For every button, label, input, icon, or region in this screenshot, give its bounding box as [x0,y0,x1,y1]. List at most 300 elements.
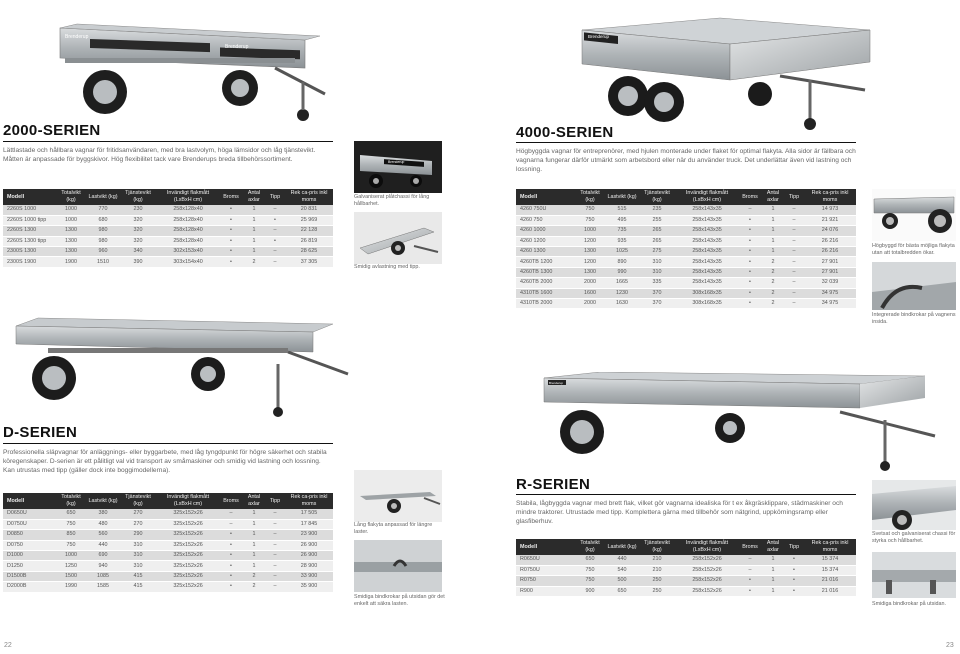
table-cell: 15 374 [821,556,839,563]
table-cell: 1300 [65,237,77,244]
table-cell: 302x153x40 [173,248,203,255]
table-cell: 325x152x26 [173,552,203,559]
table-cell: 850 [66,531,76,538]
table-cell: – [748,206,752,213]
table-cell: • [793,567,795,574]
table-cell: 650 [617,587,627,594]
table-cell: 258x143x35 [692,237,722,244]
table-cell: – [273,531,277,538]
table-cell: 1 [252,541,256,548]
table-cell: 28 625 [300,248,318,255]
table-row [3,519,333,529]
table-cell: 1 [252,521,256,528]
column-header: Invändigt flakmått (LxBxH cm) [166,190,210,203]
table-row [516,586,856,596]
table-cell: 308x168x35 [692,289,722,296]
brand-logo-chassis: Brenderup [388,160,405,164]
table-cell: 310 [133,562,143,569]
table-cell: 26 819 [300,237,318,244]
brand-logo-2000: Brenderup [65,34,89,40]
series-d-table [3,493,333,593]
table-cell: 900 [585,587,595,594]
table-cell: 320 [133,217,143,224]
table-row [3,509,333,519]
table-cell: 380 [98,510,108,517]
table-cell: – [792,289,796,296]
table-cell: D1250 [7,562,23,569]
series-d-intro: Professionella släpvagnar för anläggnings- eller byggarbete, med låg tyngdpunkt för högre säkerhet och stabila köregenskaper. D-serien är ett pålitligt val vid transport av småmaskiner och smidig vid lastning och lossning. Kan utrustas med tipp (gäller dock inte boggimodellerna). [3,449,327,474]
table-header-row [516,539,856,555]
table-cell: 2 [252,583,256,590]
table-cell: 2000 [584,279,596,286]
table-cell: • [230,227,232,234]
table-cell: D0650U [7,510,27,517]
table-cell: • [749,227,751,234]
table-cell: • [749,289,751,296]
column-header: Totalvikt (kg) [580,540,600,553]
table-cell: 26 900 [300,552,318,559]
table-row [516,299,856,309]
table-cell: 325x152x26 [173,521,203,528]
trailer-2000-photo [5,10,335,122]
table-cell: 500 [617,577,627,584]
column-header: Modell [520,193,538,200]
table-cell: 735 [617,227,627,234]
table-cell: – [273,521,277,528]
table-cell: 340 [133,248,143,255]
page-number-right: 23 [946,642,954,649]
column-header: Rek ca-pris inkl moms [290,190,328,203]
series-2000-title: 2000-SERIEN [3,122,101,139]
table-row [3,530,333,540]
brand-logo-2000b: Brenderup [225,44,249,50]
inside-hook-photo [872,262,956,310]
outside-hook-photo [872,552,956,598]
table-cell: 26 216 [821,248,839,255]
table-cell: • [230,237,232,244]
table-cell: • [793,577,795,584]
table-row [3,582,333,592]
table-cell: – [273,541,277,548]
page-number-left: 22 [4,642,12,649]
table-row [3,257,333,267]
table-cell: 325x152x26 [173,510,203,517]
table-header-row [3,493,333,509]
table-cell: 440 [98,541,108,548]
chassis-photo [354,141,442,193]
tipping-photo [354,212,442,264]
table-cell: 1900 [65,258,77,265]
column-header: Broms [742,543,758,550]
series-4000-intro: Högbyggda vagnar för entreprenörer, med hjulen monterade under flaket för optimal flakyta. Alla sidor är fällbara och vagnarna fungerar därför utmärkt som arbetsbord eller när du använder truck. Det underlättar även vid lastning och lossning. [516,148,856,173]
table-cell: 2300S 1900 [7,258,37,265]
table-cell: 23 900 [300,531,318,538]
table-cell: 258x143x35 [692,258,722,265]
table-cell: 1665 [616,279,628,286]
series-r-divider [516,494,856,495]
table-cell: 258x128x40 [173,206,203,213]
table-row [516,288,856,298]
table-cell: 480 [98,521,108,528]
table-cell: 258x152x26 [692,556,722,563]
table-cell: 540 [617,567,627,574]
table-row [3,236,333,246]
table-cell: 250 [652,577,662,584]
trailer-d-photo [8,312,353,418]
trailer-r-photo [540,372,940,472]
table-cell: 1510 [97,258,109,265]
table-cell: 26 216 [821,237,839,244]
table-cell: – [273,258,277,265]
table-cell: 310 [133,541,143,548]
table-cell: 308x168x35 [692,300,722,307]
table-cell: 960 [98,248,108,255]
table-cell: 17 845 [300,521,318,528]
table-cell: 690 [98,552,108,559]
table-cell: 310 [652,258,662,265]
table-cell: 750 [585,577,595,584]
table-cell: 258x143x35 [692,227,722,234]
table-cell: D1000 [7,552,23,559]
table-cell: 1600 [584,289,596,296]
table-cell: 21 016 [821,587,839,594]
table-cell: 4310TB 1600 [520,289,553,296]
table-cell: – [792,217,796,224]
table-cell: 495 [617,217,627,224]
column-header: Invändigt flakmått (LxBxH cm) [685,190,729,203]
table-cell: 990 [617,269,627,276]
table-cell: – [792,206,796,213]
table-cell: 1 [771,577,775,584]
table-cell: 25 969 [300,217,318,224]
column-header: Rek ca-pris inkl moms [811,540,849,553]
series-d-divider [3,443,333,444]
table-cell: 750 [66,521,76,528]
table-row [516,257,856,267]
table-row [3,205,333,215]
column-header: Invändigt flakmått (LxBxH cm) [166,494,210,507]
table-cell: 980 [98,227,108,234]
column-header: Tjänstevikt (kg) [125,190,151,203]
table-cell: • [274,217,276,224]
table-cell: 4260 1300 [520,248,546,255]
table-cell: • [749,587,751,594]
table-cell: • [749,269,751,276]
table-cell: 17 505 [300,510,318,517]
series-r-title: R-SERIEN [516,476,591,493]
table-cell: 258x152x26 [692,587,722,594]
table-cell: D0750U [7,521,27,528]
column-header: Antal axlar [766,190,780,203]
table-cell: 1 [771,217,775,224]
column-header: Rek ca-pris inkl moms [811,190,849,203]
table-cell: 2260S 1300 [7,227,37,234]
table-cell: 1 [252,552,256,559]
table-cell: 2 [771,300,775,307]
table-cell: 415 [133,583,143,590]
column-header: Lastvikt (kg) [607,543,637,550]
table-cell: – [273,510,277,517]
table-cell: 1 [252,237,256,244]
table-row [516,555,856,565]
table-cell: 1200 [584,258,596,265]
series-r-table [516,539,856,597]
table-cell: 2 [252,573,256,580]
table-cell: – [792,269,796,276]
table-row [3,571,333,581]
table-cell: 650 [66,510,76,517]
table-cell: 258x143x35 [692,248,722,255]
table-cell: 320 [133,237,143,244]
table-cell: 270 [133,510,143,517]
table-cell: • [230,552,232,559]
table-cell: 258x128x40 [173,227,203,234]
table-cell: 270 [133,521,143,528]
table-cell: 935 [617,237,627,244]
table-cell: 265 [652,227,662,234]
table-cell: 325x152x26 [173,573,203,580]
table-cell: 1630 [616,300,628,307]
column-header: Tipp [269,193,281,200]
table-cell: 2300S 1300 [7,248,37,255]
table-row [516,236,856,246]
table-cell: 4260TB 1200 [520,258,553,265]
table-cell: – [273,248,277,255]
table-cell: – [273,206,277,213]
table-cell: • [230,217,232,224]
table-cell: 650 [585,556,595,563]
table-cell: 258x128x40 [173,237,203,244]
table-cell: 1 [252,227,256,234]
table-cell: • [793,556,795,563]
table-row [516,215,856,225]
table-cell: 440 [617,556,627,563]
table-cell: 27 901 [821,269,839,276]
table-cell: 325x152x26 [173,562,203,569]
table-cell: 27 901 [821,258,839,265]
column-header: Antal axlar [247,190,261,203]
table-cell: 4310TB 2000 [520,300,553,307]
table-cell: 258x143x35 [692,206,722,213]
table-cell: 275 [652,248,662,255]
table-cell: 325x152x26 [173,541,203,548]
series-d-caption-1: Lång flakyta anpassad för längre laster. [354,522,433,535]
table-row [516,247,856,257]
table-cell: 2 [771,258,775,265]
table-cell: D0750 [7,541,23,548]
table-cell: • [793,587,795,594]
table-cell: 325x152x26 [173,583,203,590]
table-cell: 310 [652,269,662,276]
table-cell: 33 900 [300,573,318,580]
table-cell: 1000 [65,217,77,224]
table-cell: 290 [133,531,143,538]
table-cell: 2260S 1000 tipp [7,217,47,224]
table-cell: – [273,552,277,559]
long-bed-photo [354,470,442,522]
table-cell: D2000B [7,583,27,590]
column-header: Tipp [269,497,281,504]
table-cell: – [792,258,796,265]
series-2000-intro: Lättlastade och hållbara vagnar för fritidsanvändaren, med bra lastvolym, höga lämsidor och låg tjänstevikt. Måtten är anpassade för byggskivor. Hög flexibilitet tack vare Brenderups breda tillbehörssortiment. [3,147,316,163]
table-header-row [3,189,333,205]
table-cell: 258x152x26 [692,567,722,574]
table-cell: 750 [585,206,595,213]
column-header: Totalvikt (kg) [61,494,81,507]
table-cell: 1250 [65,562,77,569]
table-cell: 37 305 [300,258,318,265]
table-cell: – [273,562,277,569]
table-cell: • [230,541,232,548]
table-cell: 980 [98,237,108,244]
table-cell: 235 [652,206,662,213]
table-cell: 258x143x35 [692,269,722,276]
table-cell: 1000 [65,552,77,559]
column-header: Tjänstevikt (kg) [644,190,670,203]
table-cell: 1 [771,227,775,234]
table-cell: – [229,521,233,528]
table-row [516,267,856,277]
table-cell: 370 [652,289,662,296]
table-cell: 230 [133,206,143,213]
table-cell: • [230,258,232,265]
table-cell: • [749,237,751,244]
table-cell: 1200 [584,237,596,244]
table-row [3,540,333,550]
table-cell: • [230,562,232,569]
column-header: Totalvikt (kg) [61,190,81,203]
table-cell: – [792,237,796,244]
table-cell: – [229,510,233,517]
series-d-caption-2: Smidiga bindkrokar på utsidan gör det enkelt att säkra lasten. [354,594,445,607]
table-cell: 34 975 [821,300,839,307]
table-cell: – [792,279,796,286]
table-cell: 1 [771,567,775,574]
table-row [516,226,856,236]
column-header: Lastvikt (kg) [88,497,118,504]
table-cell: 1 [771,587,775,594]
table-cell: 4260 750U [520,206,547,213]
table-cell: 2260S 1000 [7,206,37,213]
table-cell: 1 [771,556,775,563]
welded-chassis-photo [872,480,956,530]
table-cell: 32 039 [821,279,839,286]
column-header: Modell [520,543,538,550]
table-cell: 4260 1000 [520,227,546,234]
table-cell: 940 [98,562,108,569]
column-header: Lastvikt (kg) [88,193,118,200]
series-2000-caption-1: Galvaniserat plåtchassi för lång hållbarhet. [354,194,430,207]
table-cell: 1 [771,206,775,213]
table-cell: • [749,248,751,255]
table-cell: 680 [98,217,108,224]
high-build-photo [872,189,956,241]
table-cell: 1990 [65,583,77,590]
table-cell: 1300 [584,248,596,255]
table-cell: 370 [652,300,662,307]
column-header: Modell [7,497,25,504]
table-cell: 26 900 [300,541,318,548]
table-cell: 1 [252,531,256,538]
table-cell: 1000 [584,227,596,234]
table-cell: 2260S 1300 tipp [7,237,47,244]
table-row [516,565,856,575]
table-cell: 21 921 [821,217,839,224]
table-cell: 303x154x40 [173,258,203,265]
column-header: Tjänstevikt (kg) [644,540,670,553]
series-d-title: D-SERIEN [3,424,78,441]
column-header: Tjänstevikt (kg) [125,494,151,507]
table-cell: 4260 1200 [520,237,546,244]
table-cell: R0750U [520,567,540,574]
table-cell: 2 [771,269,775,276]
column-header: Invändigt flakmått (LxBxH cm) [685,540,729,553]
table-cell: – [792,248,796,255]
column-header: Totalvikt (kg) [580,190,600,203]
table-cell: 2 [771,279,775,286]
series-4000-caption-2: Integrerade bindkrokar på vagnens insida. [872,312,956,325]
series-r-caption-2: Smidiga bindkrokar på utsidan. [872,601,947,607]
brand-logo-r: Brenderup [549,381,564,385]
table-cell: D1500B [7,573,27,580]
table-cell: R0750 [520,577,536,584]
table-cell: 28 900 [300,562,318,569]
series-r-caption-1: Svetsat och galvaniserat chassi för styrka och hållbarhet. [872,531,956,544]
table-cell: 258x143x35 [692,279,722,286]
table-cell: 250 [652,587,662,594]
table-cell: 1300 [65,248,77,255]
column-header: Tipp [788,193,800,200]
tie-hook-photo [354,540,442,592]
table-cell: • [749,577,751,584]
table-cell: D0850 [7,531,23,538]
table-cell: • [230,206,232,213]
table-cell: – [792,300,796,307]
column-header: Rek ca-pris inkl moms [290,494,328,507]
table-cell: • [749,279,751,286]
table-cell: 255 [652,217,662,224]
table-cell: 210 [652,556,662,563]
table-row [516,576,856,586]
column-header: Broms [742,193,758,200]
table-cell: R0650U [520,556,540,563]
series-4000-caption-1: Högbyggd för bästa möjliga flakyta utan att totalbredden ökar. [872,243,955,256]
table-cell: • [749,258,751,265]
table-cell: 1 [252,217,256,224]
table-cell: 4260TB 1300 [520,269,553,276]
table-cell: – [273,583,277,590]
table-cell: 2 [771,289,775,296]
series-4000-title: 4000-SERIEN [516,124,614,141]
table-cell: 320 [133,227,143,234]
table-cell: 1 [771,248,775,255]
table-cell: 14 973 [821,206,839,213]
table-cell: • [230,531,232,538]
table-cell: • [230,583,232,590]
column-header: Tipp [788,543,800,550]
series-2000-caption-2: Smidig avlastning med tipp. [354,264,420,270]
table-cell: 1300 [65,227,77,234]
table-cell: 1 [252,206,256,213]
table-cell: – [748,556,752,563]
table-cell: 750 [585,217,595,224]
series-4000-table [516,189,856,309]
table-cell: 265 [652,237,662,244]
table-cell: 1585 [97,583,109,590]
series-2000-table [3,189,333,268]
table-cell: – [792,227,796,234]
column-header: Lastvikt (kg) [607,193,637,200]
